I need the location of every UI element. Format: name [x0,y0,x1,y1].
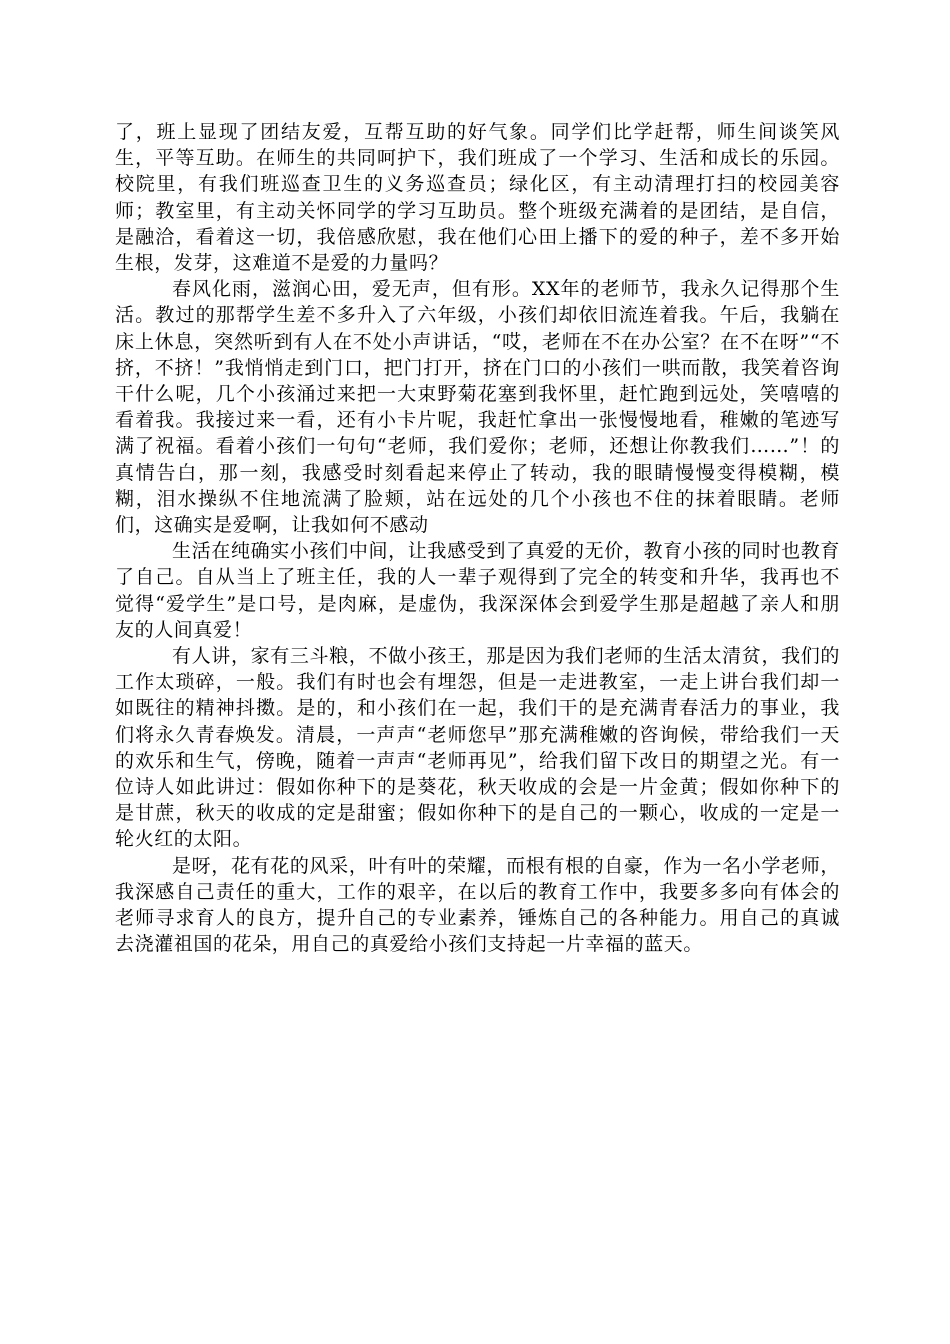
paragraph-2: 春风化雨，滋润心田，爱无声，但有形。XX年的老师节，我永久记得那个生活。教过的那帮学生差不多升入了六年级，小孩们却依旧流连着我。午后，我躺在床上休息，突然听到有人在不处小声讲话，“哎，老师在不在办公室？在不在呀”“不挤，不挤！”我悄悄走到门口，把门打开，挤在门口的小孩们一哄而散，我笑着咨询干什么呢，几个小孩涌过来把一大束野菊花塞到我怀里，赶忙跑到远处，笑嘻嘻的看着我。我接过来一看，还有小卡片呢，我赶忙拿出一张慢慢地看，稚嫩的笔迹写满了祝福。看着小孩们一句句“老师，我们爱你；老师，还想让你教我们……”！的真情告白，那一刻，我感受时刻看起来停止了转动，我的眼睛慢慢变得模糊，模糊，泪水操纵不住地流满了脸颊，站在远处的几个小孩也不住的抹着眼睛。老师们，这确实是爱啊，让我如何不感动 [115,278,840,537]
paragraph-5: 是呀，花有花的风采，叶有叶的荣耀，而根有根的自豪，作为一名小学老师，我深感自己责任的重大，工作的艰辛，在以后的教育工作中，我要多多向有体会的老师寻求育人的良方，提升自己的专业素养，锤炼自己的各种能力。用自己的真诚去浇灌祖国的花朵，用自己的真爱给小孩们支持起一片幸福的蓝天。 [115,854,840,956]
paragraph-4: 有人讲，家有三斗粮，不做小孩王，那是因为我们老师的生活太清贫，我们的工作太琐碎，一般。我们有时也会有埋怨，但是一走进教室，一走上讲台我们却一如既往的精神抖擞。是的，和小孩们在一起，我们干的是充满青春活力的事业，我们将永久青春焕发。清晨，一声声“老师您早”那充满稚嫩的咨询候，带给我们一天的欢乐和生气，傍晚，随着一声声“老师再见”，给我们留下改日的期望之光。有一位诗人如此讲过：假如你种下的是葵花，秋天收成的会是一片金黄；假如你种下的是甘蔗，秋天的收成的定是甜蜜；假如你种下的是自己的一颗心，收成的一定是一轮火红的太阳。 [115,645,840,851]
document-page [115,119,840,958]
paragraph-1: 了，班上显现了团结友爱，互帮互助的好气象。同学们比学赶帮，师生间谈笑风生，平等互助。在师生的共同呵护下，我们班成了一个学习、生活和成长的乐园。校院里，有我们班巡查卫生的义务巡查员；绿化区，有主动清理打扫的校园美容师；教室里，有主动关怀同学的学习互助员。整个班级充满着的是团结，是自信，是融洽，看着这一切，我倍感欣慰，我在他们心田上播下的爱的种子，差不多开始生根，发芽，这难道不是爱的力量吗？ [115,121,840,275]
paragraph-3: 生活在纯确实小孩们中间，让我感受到了真爱的无价，教育小孩的同时也教育了自己。自从当上了班主任，我的人一辈子观得到了完全的转变和升华，我再也不觉得“爱学生”是口号，是肉麻，是虚伪，我深深体会到爱学生那是超越了亲人和朋友的人间真爱！ [115,540,840,641]
